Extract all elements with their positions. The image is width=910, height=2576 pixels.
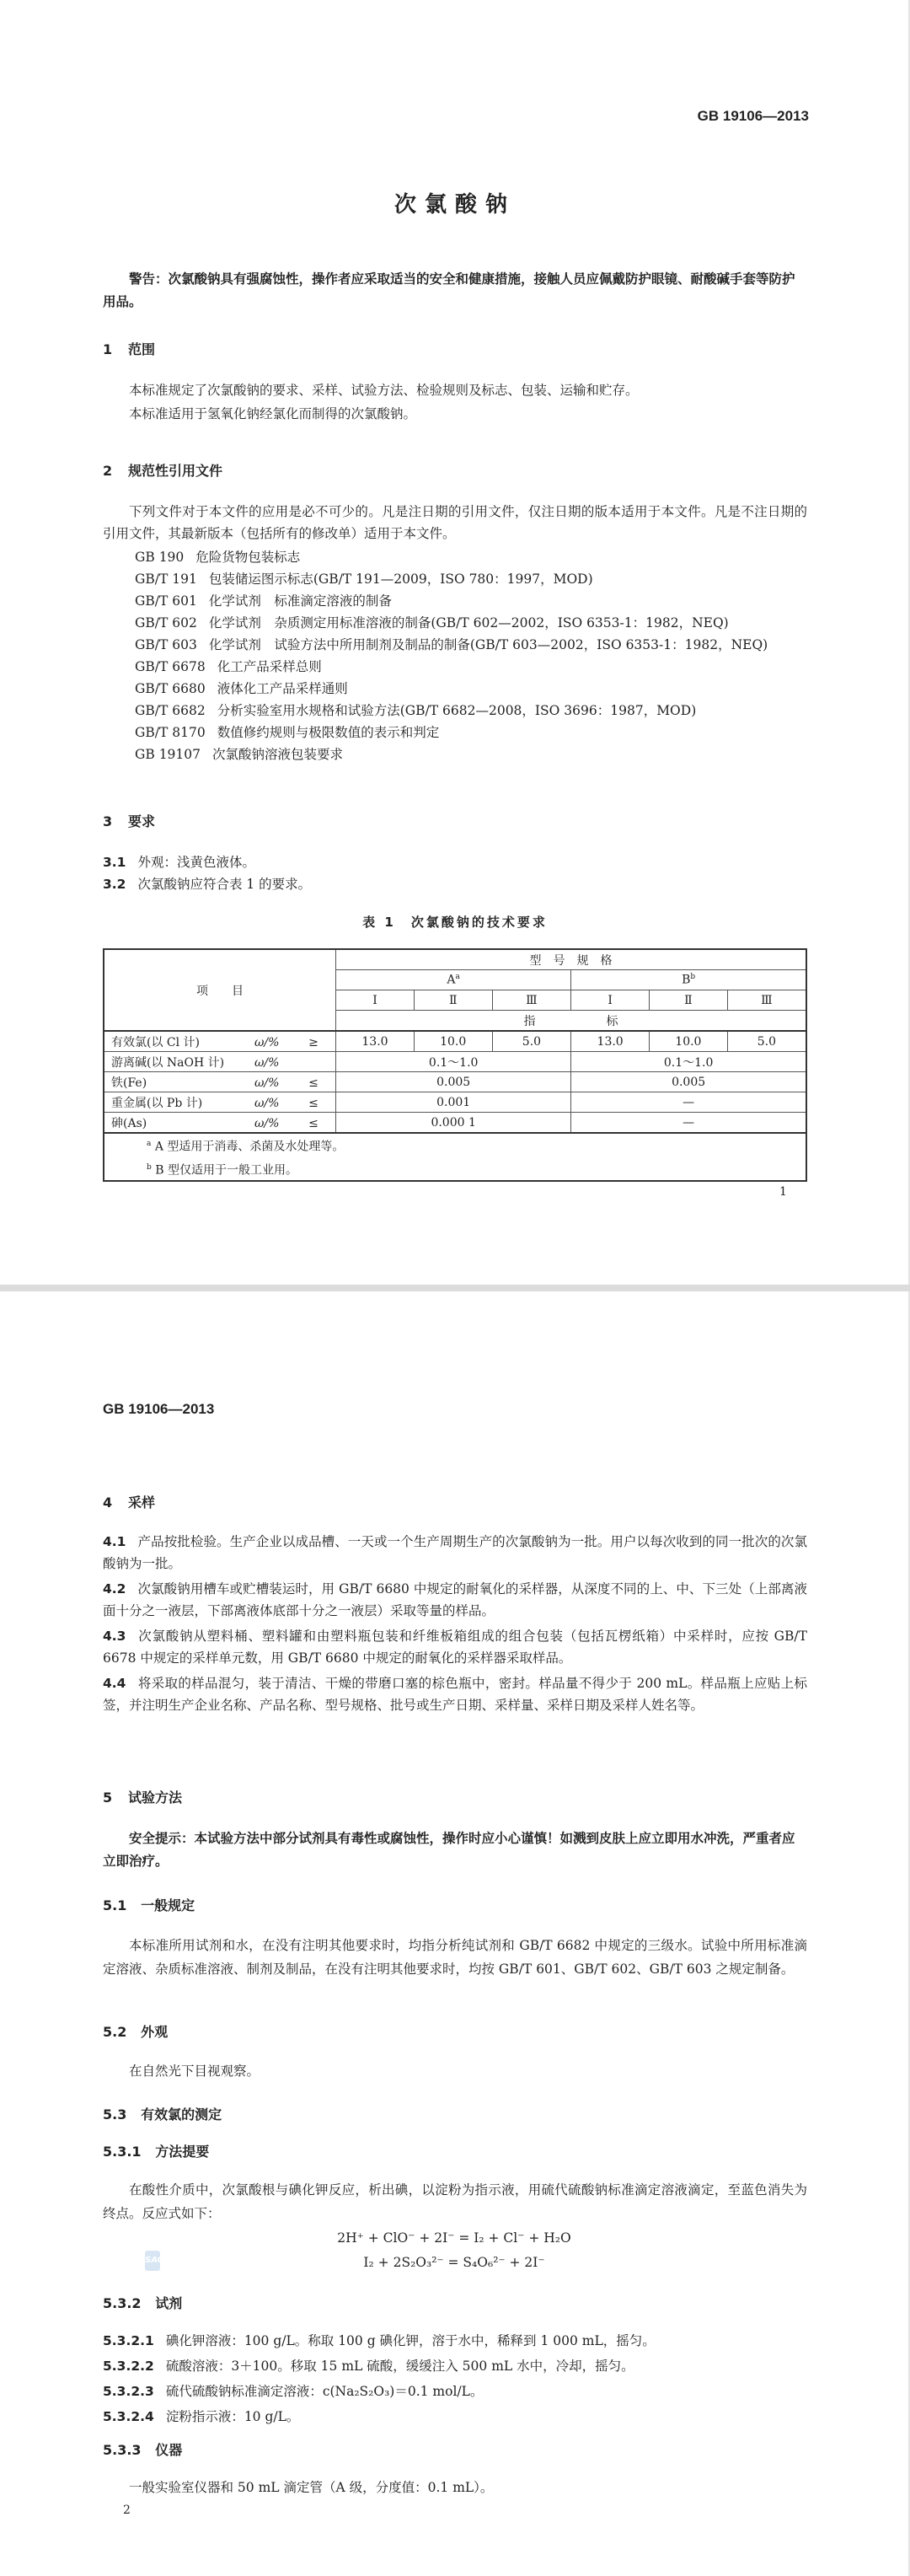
reference-item: GB 190 危险货物包装标志 — [135, 550, 301, 565]
reference-item: GB/T 602 化学试剂 杂质测定用标准溶液的制备(GB/T 602—2002，ISO 6353-1：1982，NEQ) — [135, 615, 729, 631]
clause-3-1: 3.1 外观：浅黄色液体。 — [103, 855, 255, 870]
section-5-3-1-heading: 5.3.1 方法提要 — [103, 2144, 210, 2160]
section-1-heading: 1 范围 — [103, 341, 156, 357]
item-column-header: 项 目 — [104, 949, 336, 1031]
clause-4-2: 4.2 次氯酸钠用槽车或贮槽装运时，用 GB/T 6680 中规定的耐氧化的采样器，从深度不同的上、中、下三处（上部离液面十分之一液层，下部离液体底部十分之一液层）采取等量的样品。 — [103, 1581, 807, 1618]
clause-4-1: 4.1 产品按批检验。生产企业以成品槽、一天或一个生产周期生产的次氯酸钠为一批。用户以每次收到的同一批次的次氯酸钠为一批。 — [103, 1534, 807, 1571]
reagent-item: 5.3.2.1 碘化钾溶液：100 g/L。称取 100 g 碘化钾，溶于水中，稀释到 1 000 mL，摇匀。 — [103, 2333, 656, 2348]
grade-header: Ⅲ — [492, 990, 571, 1011]
section-5-3-3-heading: 5.3.3 仪器 — [103, 2442, 183, 2458]
grade-header: Ⅱ — [414, 990, 492, 1011]
sac-watermark-icon: SAC — [145, 2251, 160, 2271]
safety-notice: 安全提示：本试验方法中部分试剂具有毒性或腐蚀性，操作时应小心谨慎！如溅到皮肤上应立即用水冲洗，严重者应立即治疗。 — [103, 1831, 795, 1869]
section-5-2-text: 在自然光下目视观察。 — [129, 2063, 260, 2079]
section-4-heading: 4 采样 — [103, 1495, 156, 1511]
footnote-a: $^a$ A 型适用于消毒、杀菌及水处理等。 — [147, 1140, 345, 1154]
section-5-3-2-heading: 5.3.2 试剂 — [103, 2295, 183, 2311]
section-2-heading: 2 规范性引用文件 — [103, 463, 223, 479]
grade-header: Ⅰ — [571, 990, 650, 1011]
table-row: 有效氯(以 Cl 计) ω/% ≥ 13.0 10.0 5.0 13.0 10.0 5.0 — [104, 1031, 806, 1052]
standard-number-header: GB 19106—2013 — [103, 1401, 215, 1417]
grade-header: Ⅱ — [650, 990, 728, 1011]
document-page-2 — [0, 1291, 910, 2576]
section-5-3-3-text: 一般实验室仪器和 50 mL 滴定管（A 级，分度值：0.1 mL）。 — [129, 2480, 494, 2495]
section-1-paragraph-1: 本标准规定了次氯酸钠的要求、采样、试验方法、检验规则及标志、包装、运输和贮存。 — [129, 383, 639, 398]
table-footnotes — [104, 1133, 806, 1181]
index-header: 指 标 — [336, 1011, 806, 1032]
normative-references-list — [103, 546, 807, 765]
clause-4-4: 4.4 将采取的样品混匀，装于清洁、干燥的带磨口塞的棕色瓶中，密封。样品量不得少于 200 mL。样品瓶上应贴上标签，并注明生产企业名称、产品名称、型号规格、批号或生产日期、采样量、采样日期及采样人姓名等。 — [103, 1676, 807, 1713]
type-a-header: A$^a$ — [336, 970, 571, 990]
section-5-heading: 5 试验方法 — [103, 1790, 183, 1806]
reaction-equation-1: 2H⁺ + ClO⁻ + 2I⁻ = I₂ + Cl⁻ + H₂O — [337, 2230, 571, 2246]
type-b-header: B$^b$ — [571, 970, 806, 990]
reagent-item: 5.3.2.3 硫代硫酸钠标准滴定溶液：c(Na₂S₂O₃)＝0.1 mol/L。 — [103, 2384, 484, 2399]
section-3-heading: 3 要求 — [103, 813, 156, 829]
reagent-item: 5.3.2.4 淀粉指示液：10 g/L。 — [103, 2409, 300, 2424]
grade-header: Ⅲ — [727, 990, 806, 1011]
reference-item: GB/T 601 化学试剂 标准滴定溶液的制备 — [135, 593, 392, 609]
document-title: 次氯酸钠 — [393, 192, 516, 217]
clause-3-2: 3.2 次氯酸钠应符合表 1 的要求。 — [103, 877, 312, 892]
table-row: 重金属(以 Pb 计) ω/% ≤ 0.001 — — [104, 1092, 806, 1113]
table-1-caption: 表 1 次氯酸钠的技术要求 — [362, 915, 548, 930]
footnote-b: $^b$ B 型仅适用于一般工业用。 — [147, 1162, 297, 1178]
section-5-3-1-text: 在酸性介质中，次氯酸根与碘化钾反应，析出碘，以淀粉为指示液，用硫代硫酸钠标准滴定溶液滴定，至蓝色消失为终点。反应式如下： — [103, 2182, 807, 2221]
section-5-1-heading: 5.1 一般规定 — [103, 1897, 195, 1913]
document-page-1 — [0, 0, 910, 1285]
reaction-equation-2: I₂ + 2S₂O₃²⁻ = S₄O₆²⁻ + 2I⁻ — [363, 2255, 545, 2270]
technical-requirements-table — [103, 948, 807, 1182]
table-row: 砷(As) ω/% ≤ 0.000 1 — — [104, 1113, 806, 1134]
reagents-list — [103, 2330, 807, 2428]
section-2-intro: 下列文件对于本文件的应用是必不可少的。凡是注日期的引用文件，仅注日期的版本适用于本文件。凡是不注日期的引用文件，其最新版本（包括所有的修改单）适用于本文件。 — [103, 504, 807, 541]
table-row: 铁(Fe) ω/% ≤ 0.005 0.005 — [104, 1072, 806, 1092]
clause-4-3: 4.3 次氯酸钠从塑料桶、塑料罐和由塑料瓶包装和纤维板箱组成的组合包装（包括瓦楞纸箱）中采样时，应按 GB/T 6678 中规定的采样单元数，用 GB/T 6680 中规定的耐氧化的采样器采取样品。 — [103, 1629, 807, 1666]
spec-header: 型 号 规 格 — [336, 949, 806, 970]
section-1-paragraph-2: 本标准适用于氢氧化钠经氯化而制得的次氯酸钠。 — [129, 406, 417, 421]
section-4-clauses — [103, 1531, 807, 1716]
reference-item: GB/T 6682 分析实验室用水规格和试验方法(GB/T 6682—2008，ISO 3696：1987，MOD) — [135, 703, 697, 718]
standard-number-header: GB 19106—2013 — [697, 108, 809, 124]
table-row: 游离碱(以 NaOH 计) ω/% 0.1～1.0 0.1～1.0 — [104, 1052, 806, 1072]
reagent-item: 5.3.2.2 硫酸溶液：3＋100。移取 15 mL 硫酸，缓缓注入 500 mL 水中，冷却，摇匀。 — [103, 2359, 634, 2374]
page-number: 1 — [779, 1185, 787, 1199]
section-5-1-text: 本标准所用试剂和水，在没有注明其他要求时，均指分析纯试剂和 GB/T 6682 中规定的三级水。试验中所用标准滴定溶液、杂质标准溶液、制剂及制品，在没有注明其他要求时，均按 GB/T 601、GB/T 602、GB/T 603 之规定制备。 — [103, 1938, 807, 1977]
reference-item: GB 19107 次氯酸钠溶液包装要求 — [135, 747, 344, 762]
reference-item: GB/T 6678 化工产品采样总则 — [135, 659, 322, 674]
warning-text: 警告：次氯酸钠具有强腐蚀性，操作者应采取适当的安全和健康措施，接触人员应佩戴防护眼镜、耐酸碱手套等防护用品。 — [103, 271, 795, 309]
section-5-2-heading: 5.2 外观 — [103, 2024, 169, 2040]
reference-item: GB/T 6680 液体化工产品采样通则 — [135, 681, 348, 696]
reference-item: GB/T 191 包装储运图示标志(GB/T 191—2009，ISO 780：1997，MOD) — [135, 572, 593, 587]
grade-header: Ⅰ — [336, 990, 415, 1011]
section-5-3-heading: 5.3 有效氯的测定 — [103, 2106, 222, 2123]
reference-item: GB/T 603 化学试剂 试验方法中所用制剂及制品的制备(GB/T 603—2002，ISO 6353-1：1982，NEQ) — [135, 637, 768, 652]
page-number: 2 — [123, 2504, 131, 2517]
reference-item: GB/T 8170 数值修约规则与极限数值的表示和判定 — [135, 725, 440, 740]
